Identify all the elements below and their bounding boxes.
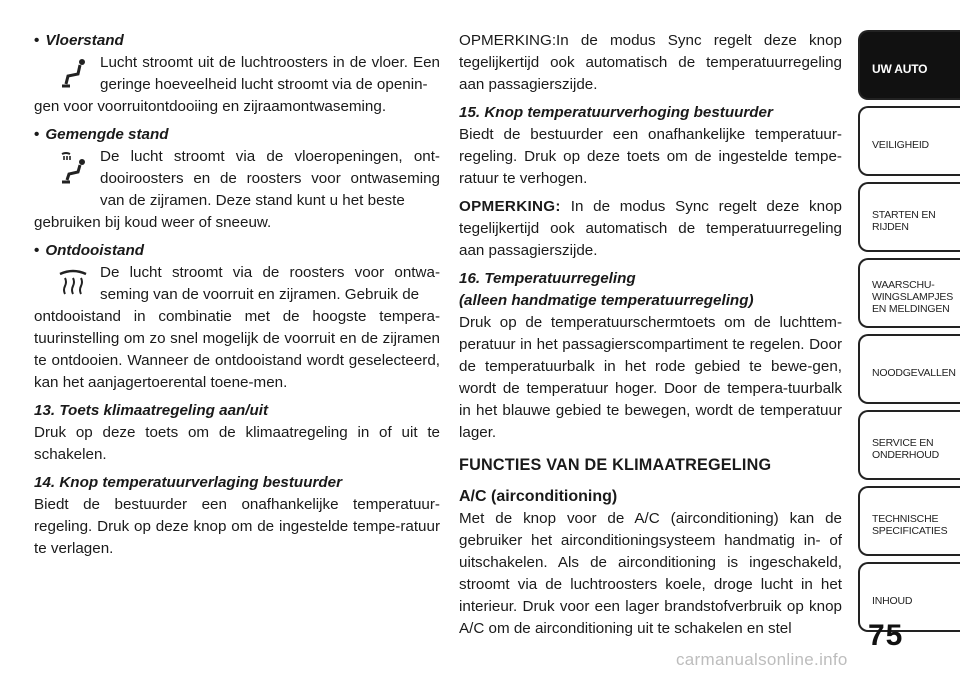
- left-column: [34, 30, 440, 560]
- ac-heading: A/C (airconditioning): [459, 488, 618, 505]
- note-1: OPMERKING:In de modus Sync regelt deze knop tegelijkertijd ook automatisch de temperatuurregeling aan passagierszijde.: [459, 32, 842, 93]
- mixed-airflow-icon: [56, 150, 90, 184]
- floor-airflow-icon: [56, 56, 90, 90]
- defrost-icon: [56, 266, 90, 300]
- defrost-mode-text-cont: ontdooistand in combinatie met de hoogste tempera-tuurinstelling om zo snel mogelijk de voorruit en de zijramen te ontdooien. Wanneer de ontdooistand wordt geselecteerd, kan het aanjagertoerental toene-men.: [34, 308, 440, 391]
- mixed-mode-text: De lucht stroomt via de vloeropeningen, ont-dooiroosters en de roosters voor ontwaseming van de zijramen. Deze stand kunt u het beste: [34, 146, 440, 212]
- tab-noodgevallen[interactable]: NOODGEVALLEN: [858, 334, 960, 404]
- chapter-tabs: [858, 30, 960, 638]
- tab-uw-auto[interactable]: UW AUTO: [858, 30, 960, 100]
- item-13-heading: 13. Toets klimaatregeling aan/uit: [34, 402, 269, 419]
- tab-veiligheid[interactable]: VEILIGHEID: [858, 106, 960, 176]
- right-column: [459, 30, 842, 640]
- floor-mode-text: Lucht stroomt uit de luchtroosters in de vloer. Een geringe hoeveelheid lucht stroomt via de openin-: [34, 52, 440, 96]
- defrost-mode-heading: • Ontdooistand: [34, 242, 145, 259]
- item-14-text: Biedt de bestuurder een onafhankelijke temperatuur-regeling. Druk op deze knop om de ingestelde tempe-ratuur te verlagen.: [34, 496, 440, 557]
- floor-mode-heading: • Vloerstand: [34, 32, 124, 49]
- mixed-mode-heading: • Gemengde stand: [34, 126, 169, 143]
- item-16-heading: 16. Temperatuurregeling: [459, 270, 636, 287]
- page-number: 75: [868, 619, 904, 652]
- tab-technische-specificaties[interactable]: TECHNISCHE SPECIFICATIES: [858, 486, 960, 556]
- watermark: carmanualsonline.info: [676, 650, 848, 669]
- mixed-mode-text-cont: gebruiken bij koud weer of sneeuw.: [34, 214, 272, 231]
- item-16-subheading: (alleen handmatige temperatuurregeling): [459, 292, 754, 309]
- item-16-text: Druk op de temperatuurschermtoets om de luchttem-peratuur in het passagierscompartiment te regelen. Door de temperatuurbalk in het rode gebied te bewe-gen, wordt de temperatuur hoger. Door de tempera-tuurbalk in het blauwe gebied te bewegen, wordt de temperatuur lager.: [459, 314, 842, 441]
- item-13-text: Druk op deze toets om de klimaatregeling in of uit te schakelen.: [34, 424, 440, 463]
- item-14-heading: 14. Knop temperatuurverlaging bestuurder: [34, 474, 343, 491]
- section-heading: FUNCTIES VAN DE KLIMAATREGELING: [459, 456, 772, 474]
- item-15-heading: 15. Knop temperatuurverhoging bestuurder: [459, 104, 773, 121]
- tab-service-en-onderhoud[interactable]: SERVICE EN ONDERHOUD: [858, 410, 960, 480]
- note-2: OPMERKING: In de modus Sync regelt deze knop tegelijkertijd ook automatisch de temperatuurregeling aan passagierszijde.: [459, 198, 842, 259]
- defrost-mode-text: De lucht stroomt via de roosters voor ontwa-seming van de voorruit en zijramen. Gebruik de: [34, 262, 440, 306]
- item-15-text: Biedt de bestuurder een onafhankelijke temperatuur-regeling. Druk op deze toets om de ingestelde tempe-ratuur te verhogen.: [459, 126, 842, 187]
- tab-waarschuwingslampjes[interactable]: WAARSCHU- WINGSLAMPJES EN MELDINGEN: [858, 258, 960, 328]
- tab-starten-en-rijden[interactable]: STARTEN EN RIJDEN: [858, 182, 960, 252]
- floor-mode-text-cont: gen voor voorruitontdooiing en zijraamontwaseming.: [34, 98, 387, 115]
- tab-inhoud[interactable]: INHOUD: [858, 562, 960, 632]
- ac-text: Met de knop voor de A/C (airconditioning) kan de gebruiker het airconditioningsysteem handmatig in- of uitschakelen. Als de airconditioning is ingeschakeld, stroomt via de luchtroosters koele, droge lucht in het interieur. Druk voor een lager brandstofverbruik op knop A/C om de airconditioning uit te schakelen en stel: [459, 510, 842, 637]
